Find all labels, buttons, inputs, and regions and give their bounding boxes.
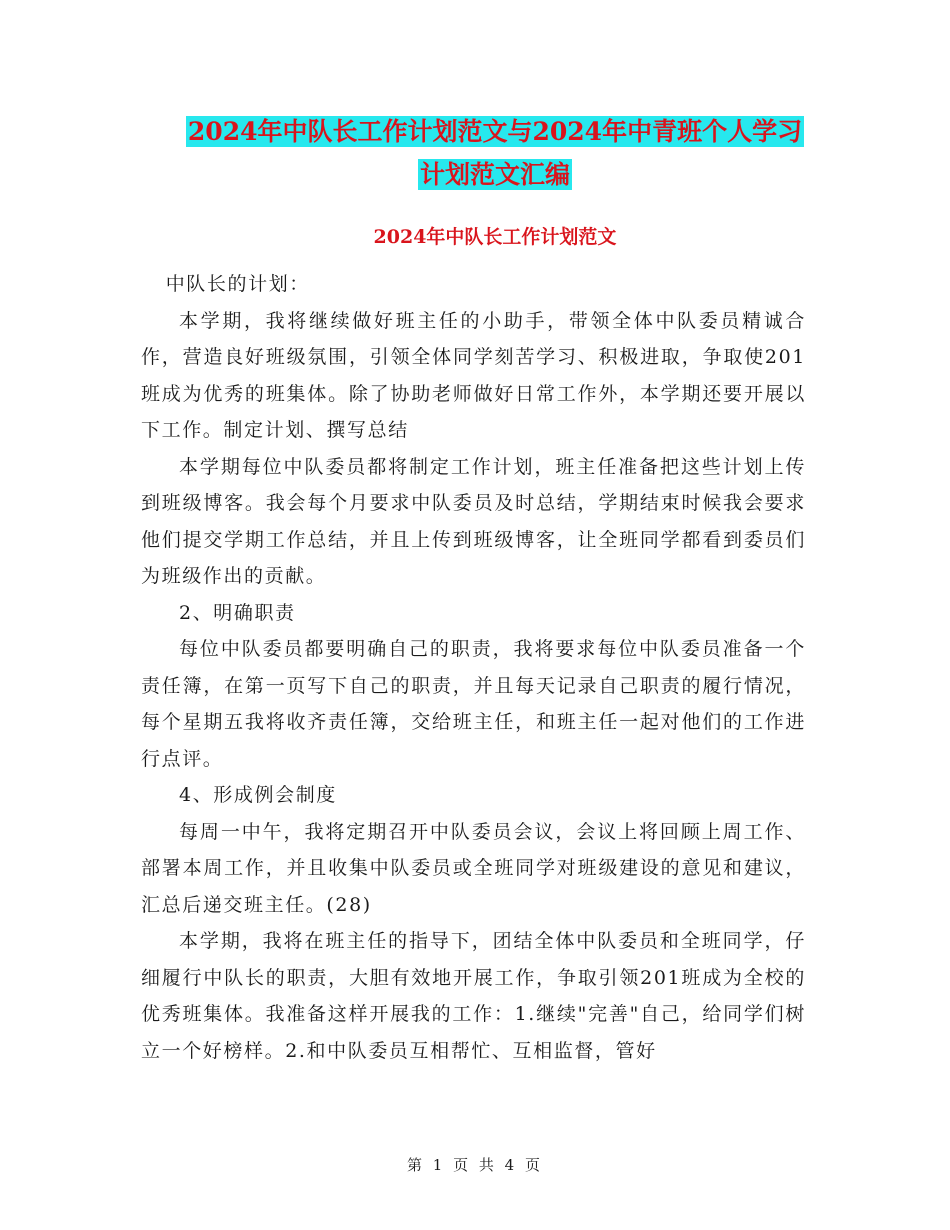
document-title — [140, 110, 850, 196]
document-title-line-1: 2024年中队长工作计划范文与2024年中青班个人学习 — [187, 117, 803, 146]
page-number-footer: 第 1 页 共 4 页 — [407, 1156, 543, 1174]
paragraph: 每周一中午，我将定期召开中队委员会议，会议上将回顾上周工作、部署本周工作，并且收集中队委员或全班同学对班级建设的意见和建议，汇总后递交班主任。(28) — [141, 820, 806, 916]
paragraph-heading: 4、形成例会制度 — [179, 784, 337, 806]
paragraph: 本学期，我将在班主任的指导下，团结全体中队委员和全班同学，仔细履行中队长的职责，大胆有效地开展工作，争取引领201班成为全校的优秀班集体。我准备这样开展我的工作：1.继续"完善"自己，给同学们树立一个好榜样。2.和中队委员互相帮忙、互相监督，管好 — [141, 930, 806, 1062]
paragraph: 本学期每位中队委员都将制定工作计划，班主任准备把这些计划上传到班级博客。我会每个月要求中队委员及时总结，学期结束时候我会要求他们提交学期工作总结，并且上传到班级博客，让全班同学都看到委员们为班级作出的贡献。 — [141, 455, 806, 587]
paragraph: 本学期，我将继续做好班主任的小助手，带领全体中队委员精诚合作，营造良好班级氛围，引领全体同学刻苦学习、积极进取，争取使201班成为优秀的班集体。除了协助老师做好日常工作外，本学期还要开展以下工作。制定计划、撰写总结 — [141, 309, 806, 441]
document-body — [141, 266, 806, 1069]
section-title: 2024年中队长工作计划范文 — [373, 226, 617, 248]
paragraph-heading: 2、明确职责 — [179, 601, 296, 624]
paragraph-intro: 中队长的计划： — [165, 273, 310, 295]
paragraph: 每位中队委员都要明确自己的职责，我将要求每位中队委员准备一个责任簿，在第一页写下自己的职责，并且每天记录自己职责的履行情况，每个星期五我将收齐责任簿，交给班主任，和班主任一起对他们的工作进行点评。 — [141, 638, 806, 770]
document-title-line-2: 计划范文汇编 — [419, 160, 570, 189]
